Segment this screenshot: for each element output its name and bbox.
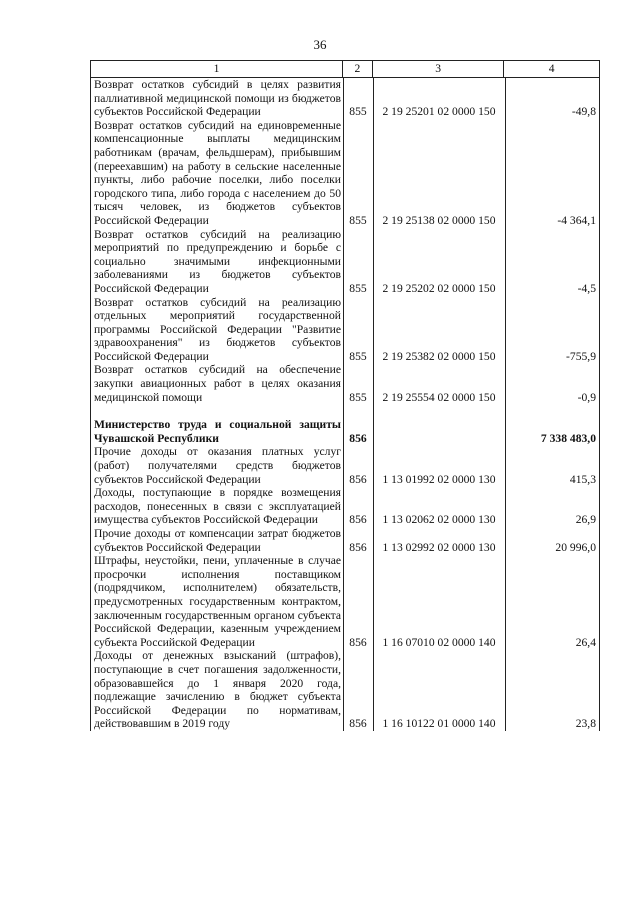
row-admin-code: 855 [349, 281, 367, 295]
table-row [90, 228, 600, 296]
row-admin-code: 856 [349, 431, 367, 445]
column-divider [599, 78, 600, 731]
column-divider [373, 78, 374, 731]
row-admin-code: 855 [349, 390, 367, 404]
table-row [90, 78, 600, 119]
row-admin-code: 855 [349, 349, 367, 363]
row-description: Возврат остатков субсидий на реализацию отдельных мероприятий государственной программы Российской Федерации "Развитие здравоохранения" из бюджетов субъектов Российской Федерации [94, 295, 341, 363]
row-admin-code: 856 [349, 513, 367, 527]
row-admin-code: 855 [349, 105, 367, 119]
row-description: Возврат остатков субсидий на обеспечение закупки авиационных работ в целях оказания медицинской помощи [94, 363, 341, 404]
row-description: Возврат остатков субсидий на реализацию мероприятий по предупреждению и борьбе с социально значимыми инфекционными заболеваниями из бюджетов субъектов Российской Федерации [94, 227, 341, 295]
table-row [90, 445, 600, 486]
row-budget-code: 1 16 10122 01 0000 140 [382, 717, 496, 731]
row-amount: -4 364,1 [557, 213, 596, 227]
row-budget-code: 1 16 07010 02 0000 140 [382, 635, 496, 649]
table-row [90, 527, 600, 554]
row-admin-code: 856 [349, 540, 367, 554]
table-row [90, 554, 600, 649]
row-budget-code: 2 19 25201 02 0000 150 [382, 105, 496, 119]
column-divider [505, 78, 506, 731]
header-col-4: 4 [548, 62, 555, 75]
row-budget-code: 2 19 25382 02 0000 150 [382, 349, 496, 363]
row-budget-code: 2 19 25138 02 0000 150 [382, 213, 496, 227]
revenue-table [90, 60, 600, 731]
column-divider [343, 78, 344, 731]
row-budget-code: 2 19 25202 02 0000 150 [382, 281, 496, 295]
row-budget-code: 1 13 01992 02 0000 130 [382, 472, 496, 486]
row-budget-code: 1 13 02992 02 0000 130 [382, 540, 496, 554]
header-col-2: 2 [343, 61, 373, 77]
row-description: Возврат остатков субсидий в целях развития паллиативной медицинской помощи из бюджетов субъектов Российской Федерации [94, 78, 341, 119]
row-description: Прочие доходы от оказания платных услуг (работ) получателями средств бюджетов субъектов Российской Федерации [94, 445, 341, 486]
table-row [90, 649, 600, 731]
row-amount: 415,3 [569, 472, 596, 486]
row-amount: 26,9 [575, 513, 596, 527]
row-description: Доходы от денежных взысканий (штрафов), поступающие в счет погашения задолженности, образовавшейся до 1 января 2020 года, подлежащие зачислению в бюджет субъекта Российской Федерации по нормативам, действовавшим в 2019 году [94, 649, 341, 731]
row-amount: -4,5 [577, 281, 596, 295]
row-amount: -49,8 [571, 105, 596, 119]
column-divider [90, 78, 91, 731]
row-budget-code: 1 13 02062 02 0000 130 [382, 513, 496, 527]
row-description: Возврат остатков субсидий на единовременные компенсационные выплаты медицинским работникам (врачам, фельдшерам), прибывшим (переехавшим) на работу в сельские населенные пункты, либо рабочие поселки, либо поселки городского типа, либо города с населением до 50 тысяч человек, из бюджетов субъектов Российской Федерации [94, 118, 341, 227]
header-col-1: 1 [91, 61, 343, 77]
row-description: Штрафы, неустойки, пени, уплаченные в случае просрочки исполнения поставщиком (подрядчиком, исполнителем) обязательств, предусмотренных государственным контрактом, заключенным государственным органом субъекта Российской Федерации, казенным учреждением субъекта Российской Федерации [94, 554, 341, 649]
row-amount: 20 996,0 [555, 540, 596, 554]
row-amount: 26,4 [575, 635, 596, 649]
row-admin-code: 856 [349, 472, 367, 486]
table-row [90, 119, 600, 228]
table-body [90, 78, 600, 731]
table-header [90, 60, 600, 78]
row-description: Министерство труда и социальной защиты Чувашской Республики [94, 418, 341, 445]
row-amount: -0,9 [577, 390, 596, 404]
page-number: 36 [313, 37, 327, 52]
row-amount: -755,9 [566, 349, 596, 363]
row-budget-code: 2 19 25554 02 0000 150 [382, 390, 496, 404]
row-admin-code: 856 [349, 635, 367, 649]
row-description: Прочие доходы от компенсации затрат бюджетов субъектов Российской Федерации [94, 527, 341, 554]
section-row [90, 418, 600, 445]
header-col-3: 3 [373, 61, 504, 77]
section-spacer [90, 404, 600, 418]
row-amount: 7 338 483,0 [540, 431, 596, 445]
row-admin-code: 856 [349, 717, 367, 731]
table-row [90, 486, 600, 527]
row-amount: 23,8 [575, 717, 596, 731]
row-description: Доходы, поступающие в порядке возмещения расходов, понесенных в связи с эксплуатацией имущества субъектов Российской Федерации [94, 486, 341, 527]
row-admin-code: 855 [349, 213, 367, 227]
table-row [90, 363, 600, 404]
table-row [90, 296, 600, 364]
